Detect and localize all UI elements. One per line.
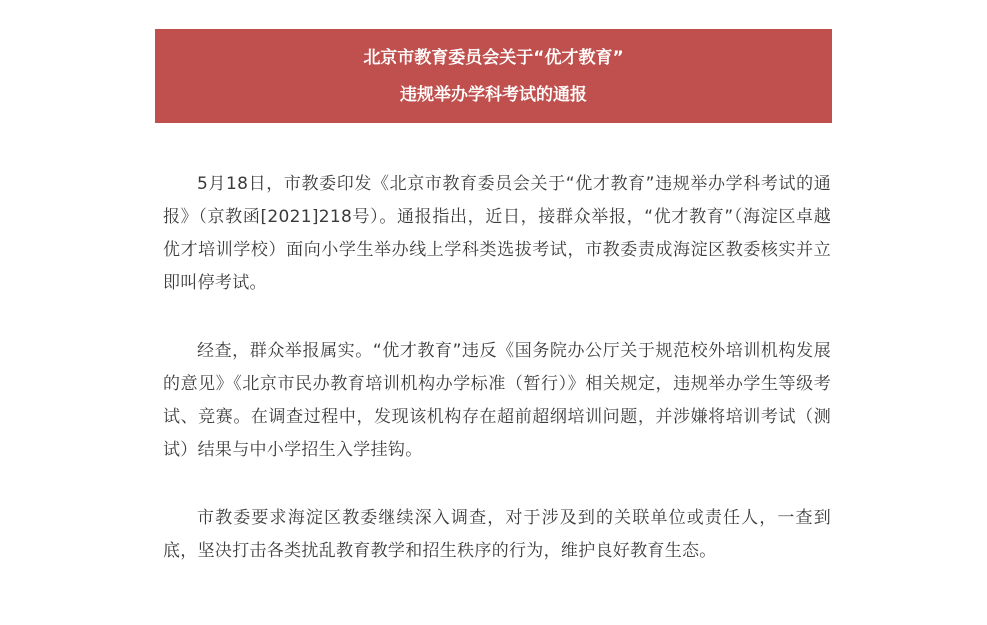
article-paragraph-3: 市教委要求海淀区教委继续深入调查，对于涉及到的关联单位或责任人，一查到底，坚决打击各类扰乱教育教学和招生秩序的行为，维护良好教育生态。 — [163, 508, 831, 561]
article-paragraph-2: 经查，群众举报属实。“优才教育”违反《国务院办公厅关于规范校外培训机构发展的意见》《北京市民办教育培训机构办学标准（暂行）》相关规定，违规举办学生等级考试、竞赛。在调查过程中，发现该机构存在超前超纲培训问题，并涉嫌将培训考试（测试）结果与中小学招生入学挂钩。 — [163, 341, 831, 460]
article-body — [163, 168, 831, 603]
article-paragraph-1: 5月18日，市教委印发《北京市教育委员会关于“优才教育”违规举办学科考试的通报》（京教函[2021]218号）。通报指出，近日，接群众举报，“优才教育”（海淀区卓越优才培训学校）面向小学生举办线上学科类选拔考试，市教委责成海淀区教委核实并立即叫停考试。 — [163, 174, 831, 293]
banner-title-line-1: 北京市教育委员会关于“优才教育” — [363, 48, 624, 68]
title-banner — [155, 29, 832, 123]
banner-title-line-2: 违规举办学科考试的通报 — [400, 85, 587, 105]
